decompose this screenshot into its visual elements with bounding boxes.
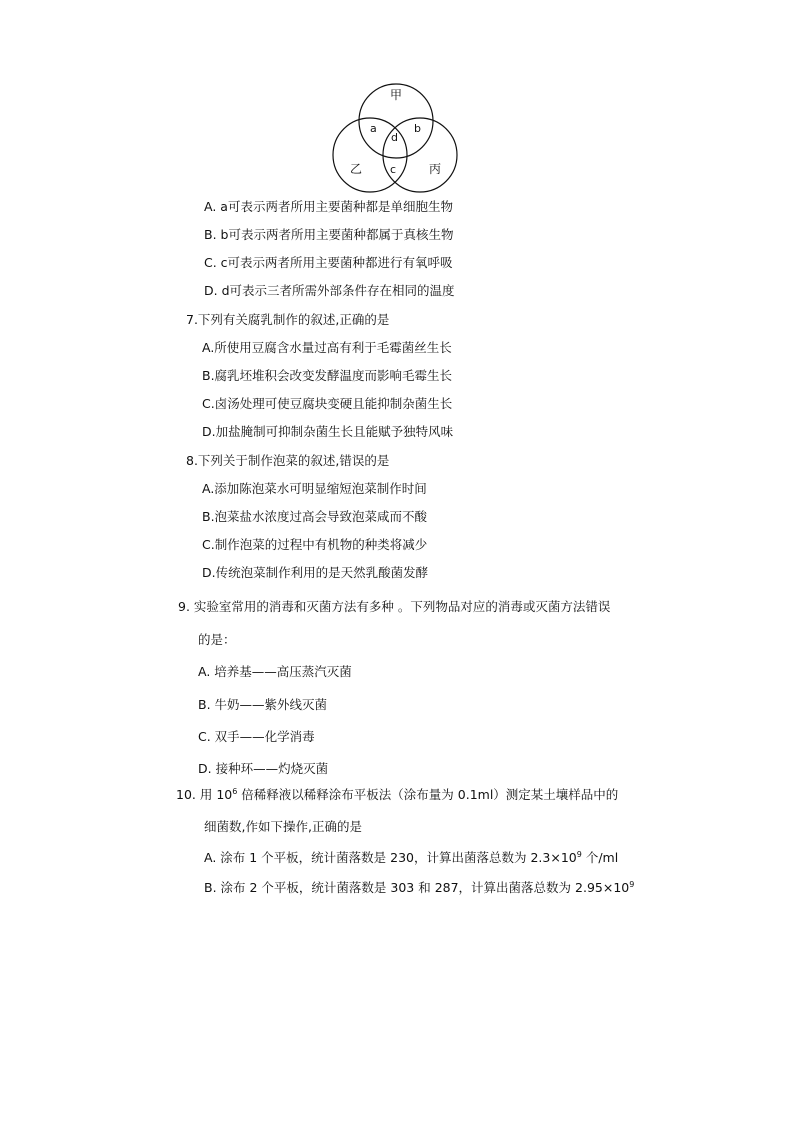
q6-option-b: B. b可表示两者所用主要菌种都属于真核生物 [204,227,454,242]
label-b: b [414,122,421,135]
q7-option-d: D.加盐腌制可抑制杂菌生长且能赋予独特风味 [202,424,454,439]
q10-stem-line1 [176,787,618,803]
q8-option-b: B.泡菜盐水浓度过高会导致泡菜咸而不酸 [202,509,428,524]
q6-option-a: A. a可表示两者所用主要菌种都是单细胞生物 [204,199,453,214]
q8-stem: 8.下列关于制作泡菜的叙述,错误的是 [186,453,390,468]
q9-option-b: B. 牛奶——紫外线灭菌 [198,697,328,712]
q10-stem-line2: 细菌数,作如下操作,正确的是 [204,819,362,834]
q8-option-a: A.添加陈泡菜水可明显缩短泡菜制作时间 [202,481,427,496]
q10-option-a [204,850,618,866]
q7-option-c: C.卤汤处理可使豆腐块变硬且能抑制杂菌生长 [202,396,453,411]
q10-option-b-pre: B. 涂布 2 个平板，统计菌落数是 303 和 287，计算出菌落总数为 2.95×10 [204,880,630,895]
label-jia: 甲 [390,88,403,102]
q7-option-b: B.腐乳坯堆积会改变发酵温度而影响毛霉生长 [202,368,453,383]
q8-option-d: D.传统泡菜制作利用的是天然乳酸菌发酵 [202,565,429,580]
q10-option-b [204,880,634,896]
q9-stem-line1: 9. 实验室常用的消毒和灭菌方法有多种 。下列物品对应的消毒或灭菌方法错误 [178,599,611,614]
q7-option-a: A.所使用豆腐含水量过高有利于毛霉菌丝生长 [202,340,452,355]
venn-diagram [328,74,464,198]
q10-option-a-pre: A. 涂布 1 个平板，统计菌落数是 230，计算出菌落总数为 2.3×10 [204,850,577,865]
q10-option-b-exponent: 9 [629,880,635,889]
q10-option-a-post: 个/ml [581,850,619,865]
q9-option-c: C. 双手——化学消毒 [198,729,315,744]
q7-stem: 7.下列有关腐乳制作的叙述,正确的是 [186,312,390,327]
label-yi: 乙 [350,162,363,176]
q6-option-c: C. c可表示两者所用主要菌种都进行有氧呼吸 [204,255,453,270]
q8-option-c: C.制作泡菜的过程中有机物的种类将减少 [202,537,428,552]
label-a: a [370,122,377,135]
q9-stem-line2: 的是： [198,632,236,647]
label-c: c [390,163,397,176]
q10-stem-pre: 10. 用 10 [176,787,233,802]
label-d: d [391,131,398,144]
q9-option-a: A. 培养基——高压蒸汽灭菌 [198,664,352,679]
q10-stem-exponent: 6 [232,787,238,796]
q10-option-a-exponent: 9 [576,850,582,859]
q10-stem-post: 倍稀释液以稀释涂布平板法（涂布量为 0.1ml）测定某土壤样品中的 [237,787,619,802]
q6-option-d: D. d可表示三者所需外部条件存在相同的温度 [204,283,455,298]
label-bing: 丙 [429,162,442,176]
q9-option-d: D. 接种环——灼烧灭菌 [198,761,329,776]
